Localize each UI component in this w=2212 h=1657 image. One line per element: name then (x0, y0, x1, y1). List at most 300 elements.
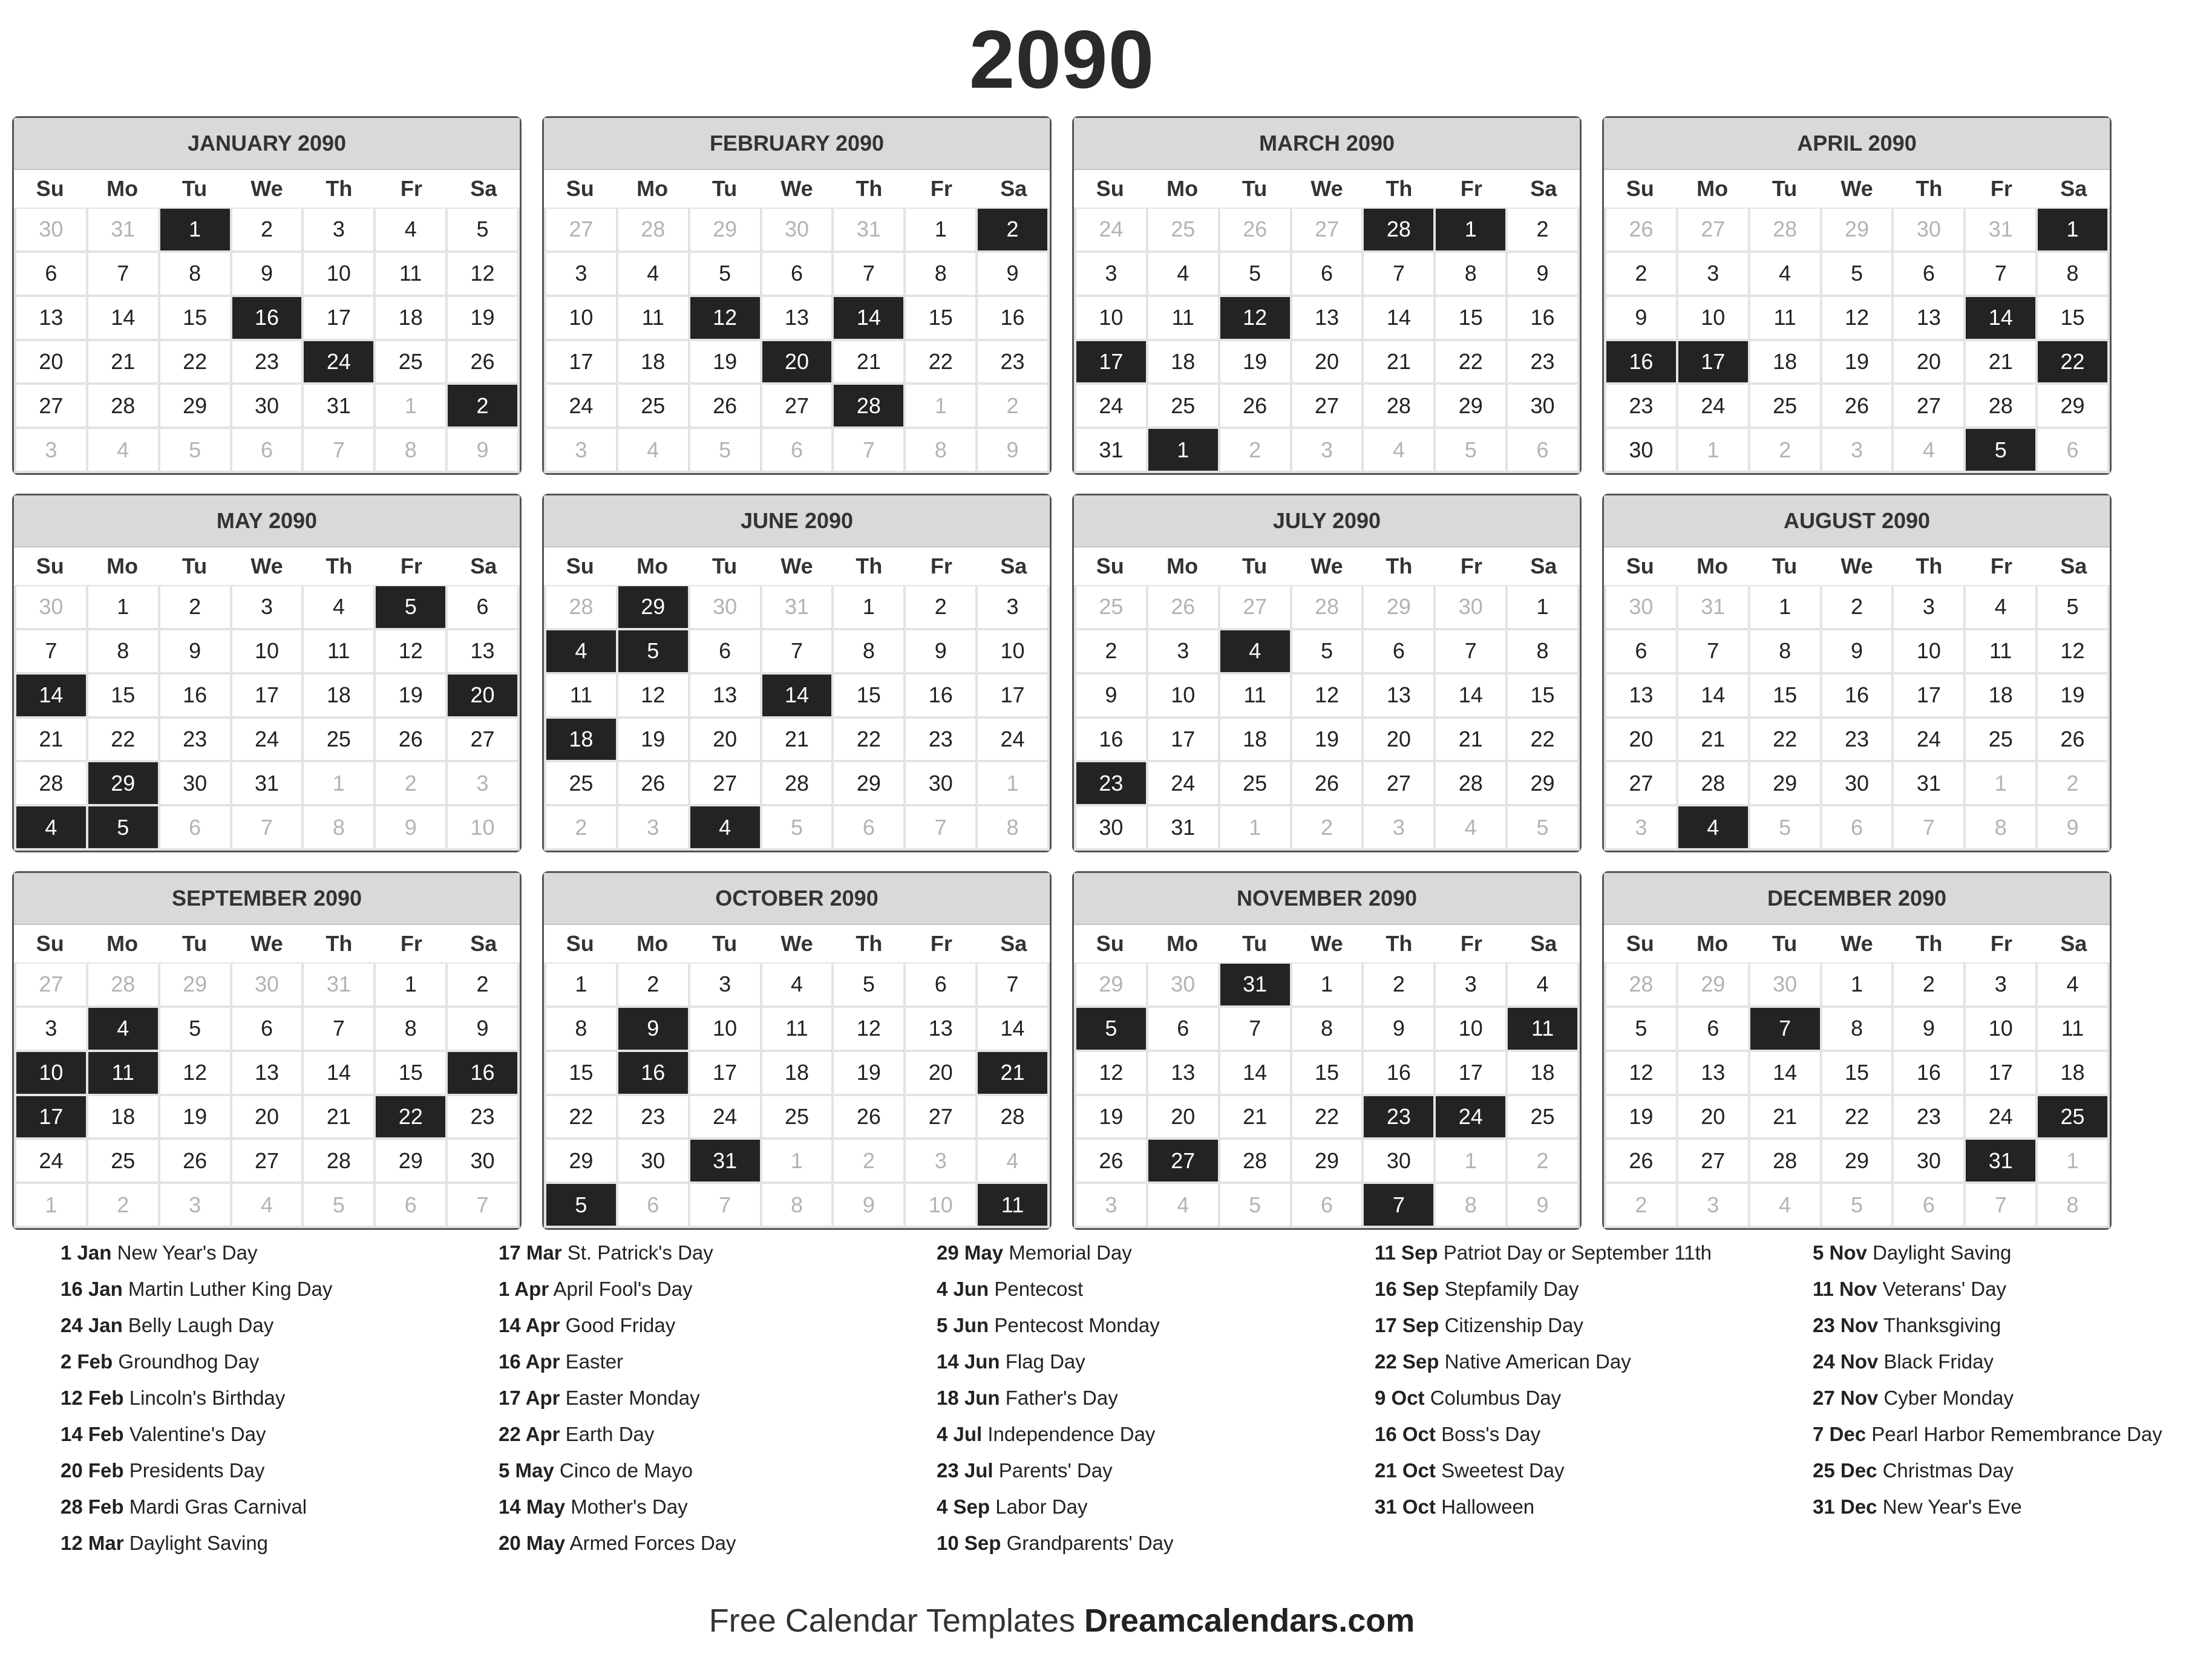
day-cell[interactable]: 6 (448, 586, 517, 628)
day-cell[interactable]: 23 (448, 1096, 517, 1138)
day-cell[interactable]: 4 (1364, 429, 1433, 471)
day-cell[interactable]: 9 (978, 429, 1047, 471)
holiday-day-cell[interactable]: 4 (16, 806, 86, 848)
day-cell[interactable]: 5 (160, 429, 230, 471)
day-cell[interactable]: 5 (1822, 253, 1892, 295)
holiday-day-cell[interactable]: 17 (1076, 341, 1146, 383)
day-cell[interactable]: 3 (1436, 964, 1505, 1005)
day-cell[interactable]: 5 (1292, 630, 1362, 672)
day-cell[interactable]: 2 (1750, 429, 1820, 471)
day-cell[interactable]: 3 (1076, 1184, 1146, 1226)
day-cell[interactable]: 25 (1148, 385, 1218, 427)
day-cell[interactable]: 11 (1750, 297, 1820, 339)
day-cell[interactable]: 2 (1606, 1184, 1676, 1226)
day-cell[interactable]: 3 (906, 1140, 975, 1181)
holiday-day-cell[interactable]: 18 (546, 719, 616, 760)
day-cell[interactable]: 2 (546, 806, 616, 848)
day-cell[interactable]: 6 (1148, 1008, 1218, 1050)
day-cell[interactable]: 2 (2038, 762, 2107, 804)
day-cell[interactable]: 17 (546, 341, 616, 383)
day-cell[interactable]: 6 (1822, 806, 1892, 848)
day-cell[interactable]: 22 (88, 719, 158, 760)
day-cell[interactable]: 2 (618, 964, 688, 1005)
day-cell[interactable]: 1 (1750, 586, 1820, 628)
holiday-day-cell[interactable]: 25 (2038, 1096, 2107, 1138)
day-cell[interactable]: 13 (1364, 675, 1433, 716)
day-cell[interactable]: 4 (1148, 1184, 1218, 1226)
day-cell[interactable]: 25 (762, 1096, 832, 1138)
holiday-day-cell[interactable]: 7 (1750, 1008, 1820, 1050)
day-cell[interactable]: 29 (2038, 385, 2107, 427)
day-cell[interactable]: 19 (1292, 719, 1362, 760)
day-cell[interactable]: 15 (2038, 297, 2107, 339)
day-cell[interactable]: 26 (1606, 209, 1676, 250)
day-cell[interactable]: 17 (1966, 1052, 2035, 1094)
day-cell[interactable]: 7 (1436, 630, 1505, 672)
holiday-day-cell[interactable]: 23 (1364, 1096, 1433, 1138)
day-cell[interactable]: 30 (1606, 586, 1676, 628)
day-cell[interactable]: 2 (448, 964, 517, 1005)
day-cell[interactable]: 6 (160, 806, 230, 848)
holiday-day-cell[interactable]: 5 (88, 806, 158, 848)
day-cell[interactable]: 28 (978, 1096, 1047, 1138)
day-cell[interactable]: 23 (906, 719, 975, 760)
day-cell[interactable]: 14 (1678, 675, 1748, 716)
day-cell[interactable]: 23 (1508, 341, 1577, 383)
day-cell[interactable]: 2 (1076, 630, 1146, 672)
day-cell[interactable]: 29 (834, 762, 903, 804)
day-cell[interactable]: 27 (1894, 385, 1963, 427)
holiday-day-cell[interactable]: 4 (1678, 806, 1748, 848)
day-cell[interactable]: 9 (1508, 1184, 1577, 1226)
day-cell[interactable]: 8 (906, 429, 975, 471)
day-cell[interactable]: 6 (1894, 253, 1963, 295)
day-cell[interactable]: 19 (2038, 675, 2107, 716)
holiday-day-cell[interactable]: 11 (1508, 1008, 1577, 1050)
day-cell[interactable]: 8 (88, 630, 158, 672)
day-cell[interactable]: 25 (304, 719, 373, 760)
day-cell[interactable]: 30 (232, 385, 302, 427)
day-cell[interactable]: 18 (304, 675, 373, 716)
day-cell[interactable]: 29 (1364, 586, 1433, 628)
day-cell[interactable]: 26 (834, 1096, 903, 1138)
holiday-day-cell[interactable]: 10 (16, 1052, 86, 1094)
day-cell[interactable]: 6 (1678, 1008, 1748, 1050)
day-cell[interactable]: 14 (88, 297, 158, 339)
day-cell[interactable]: 5 (690, 429, 760, 471)
day-cell[interactable]: 15 (1436, 297, 1505, 339)
day-cell[interactable]: 9 (1364, 1008, 1433, 1050)
day-cell[interactable]: 13 (448, 630, 517, 672)
day-cell[interactable]: 15 (160, 297, 230, 339)
day-cell[interactable]: 2 (232, 209, 302, 250)
holiday-day-cell[interactable]: 1 (2038, 209, 2107, 250)
day-cell[interactable]: 16 (1822, 675, 1892, 716)
day-cell[interactable]: 3 (1678, 1184, 1748, 1226)
day-cell[interactable]: 28 (1436, 762, 1505, 804)
day-cell[interactable]: 31 (1076, 429, 1146, 471)
day-cell[interactable]: 5 (1220, 253, 1290, 295)
holiday-day-cell[interactable]: 5 (618, 630, 688, 672)
day-cell[interactable]: 6 (2038, 429, 2107, 471)
day-cell[interactable]: 1 (2038, 1140, 2107, 1181)
day-cell[interactable]: 2 (1894, 964, 1963, 1005)
day-cell[interactable]: 24 (1678, 385, 1748, 427)
day-cell[interactable]: 3 (1364, 806, 1433, 848)
day-cell[interactable]: 21 (88, 341, 158, 383)
day-cell[interactable]: 16 (906, 675, 975, 716)
day-cell[interactable]: 22 (1508, 719, 1577, 760)
day-cell[interactable]: 8 (834, 630, 903, 672)
day-cell[interactable]: 18 (1750, 341, 1820, 383)
day-cell[interactable]: 24 (16, 1140, 86, 1181)
holiday-day-cell[interactable]: 29 (88, 762, 158, 804)
day-cell[interactable]: 3 (978, 586, 1047, 628)
day-cell[interactable]: 8 (906, 253, 975, 295)
day-cell[interactable]: 10 (304, 253, 373, 295)
day-cell[interactable]: 6 (1606, 630, 1676, 672)
day-cell[interactable]: 25 (546, 762, 616, 804)
day-cell[interactable]: 3 (1966, 964, 2035, 1005)
day-cell[interactable]: 15 (546, 1052, 616, 1094)
holiday-day-cell[interactable]: 7 (1364, 1184, 1433, 1226)
day-cell[interactable]: 9 (1508, 253, 1577, 295)
day-cell[interactable]: 20 (1292, 341, 1362, 383)
day-cell[interactable]: 7 (834, 253, 903, 295)
holiday-day-cell[interactable]: 21 (978, 1052, 1047, 1094)
day-cell[interactable]: 26 (2038, 719, 2107, 760)
day-cell[interactable]: 17 (978, 675, 1047, 716)
day-cell[interactable]: 21 (1678, 719, 1748, 760)
day-cell[interactable]: 26 (618, 762, 688, 804)
day-cell[interactable]: 6 (762, 253, 832, 295)
day-cell[interactable]: 30 (1822, 762, 1892, 804)
day-cell[interactable]: 4 (618, 253, 688, 295)
day-cell[interactable]: 13 (1678, 1052, 1748, 1094)
day-cell[interactable]: 3 (16, 429, 86, 471)
day-cell[interactable]: 6 (618, 1184, 688, 1226)
day-cell[interactable]: 8 (2038, 1184, 2107, 1226)
day-cell[interactable]: 3 (304, 209, 373, 250)
day-cell[interactable]: 19 (618, 719, 688, 760)
day-cell[interactable]: 31 (232, 762, 302, 804)
day-cell[interactable]: 27 (16, 964, 86, 1005)
day-cell[interactable]: 25 (1508, 1096, 1577, 1138)
day-cell[interactable]: 12 (376, 630, 445, 672)
day-cell[interactable]: 22 (546, 1096, 616, 1138)
day-cell[interactable]: 26 (1822, 385, 1892, 427)
day-cell[interactable]: 15 (1508, 675, 1577, 716)
day-cell[interactable]: 18 (1148, 341, 1218, 383)
day-cell[interactable]: 29 (1822, 1140, 1892, 1181)
day-cell[interactable]: 24 (1966, 1096, 2035, 1138)
day-cell[interactable]: 27 (1292, 209, 1362, 250)
day-cell[interactable]: 2 (1220, 429, 1290, 471)
holiday-day-cell[interactable]: 16 (232, 297, 302, 339)
day-cell[interactable]: 10 (1076, 297, 1146, 339)
day-cell[interactable]: 5 (2038, 586, 2107, 628)
day-cell[interactable]: 6 (1292, 1184, 1362, 1226)
day-cell[interactable]: 16 (1894, 1052, 1963, 1094)
day-cell[interactable]: 8 (376, 1008, 445, 1050)
day-cell[interactable]: 24 (690, 1096, 760, 1138)
day-cell[interactable]: 27 (546, 209, 616, 250)
day-cell[interactable]: 27 (762, 385, 832, 427)
day-cell[interactable]: 28 (762, 762, 832, 804)
day-cell[interactable]: 8 (762, 1184, 832, 1226)
day-cell[interactable]: 7 (16, 630, 86, 672)
day-cell[interactable]: 23 (1822, 719, 1892, 760)
day-cell[interactable]: 9 (232, 253, 302, 295)
day-cell[interactable]: 6 (906, 964, 975, 1005)
day-cell[interactable]: 21 (304, 1096, 373, 1138)
holiday-day-cell[interactable]: 22 (2038, 341, 2107, 383)
day-cell[interactable]: 4 (618, 429, 688, 471)
day-cell[interactable]: 27 (1678, 209, 1748, 250)
day-cell[interactable]: 10 (1678, 297, 1748, 339)
holiday-day-cell[interactable]: 5 (1966, 429, 2035, 471)
day-cell[interactable]: 31 (1966, 209, 2035, 250)
day-cell[interactable]: 2 (1822, 586, 1892, 628)
day-cell[interactable]: 21 (1364, 341, 1433, 383)
day-cell[interactable]: 22 (1436, 341, 1505, 383)
day-cell[interactable]: 24 (232, 719, 302, 760)
day-cell[interactable]: 25 (1148, 209, 1218, 250)
day-cell[interactable]: 12 (618, 675, 688, 716)
day-cell[interactable]: 26 (160, 1140, 230, 1181)
day-cell[interactable]: 3 (16, 1008, 86, 1050)
holiday-day-cell[interactable]: 28 (834, 385, 903, 427)
day-cell[interactable]: 12 (160, 1052, 230, 1094)
holiday-day-cell[interactable]: 1 (1148, 429, 1218, 471)
day-cell[interactable]: 7 (762, 630, 832, 672)
day-cell[interactable]: 27 (690, 762, 760, 804)
holiday-day-cell[interactable]: 4 (1220, 630, 1290, 672)
day-cell[interactable]: 1 (1220, 806, 1290, 848)
day-cell[interactable]: 30 (1606, 429, 1676, 471)
day-cell[interactable]: 29 (1436, 385, 1505, 427)
holiday-day-cell[interactable]: 28 (1364, 209, 1433, 250)
day-cell[interactable]: 8 (1292, 1008, 1362, 1050)
day-cell[interactable]: 31 (1678, 586, 1748, 628)
day-cell[interactable]: 27 (16, 385, 86, 427)
day-cell[interactable]: 3 (160, 1184, 230, 1226)
day-cell[interactable]: 21 (762, 719, 832, 760)
day-cell[interactable]: 30 (1436, 586, 1505, 628)
day-cell[interactable]: 13 (690, 675, 760, 716)
day-cell[interactable]: 14 (978, 1008, 1047, 1050)
day-cell[interactable]: 31 (1894, 762, 1963, 804)
day-cell[interactable]: 6 (1894, 1184, 1963, 1226)
day-cell[interactable]: 14 (1364, 297, 1433, 339)
holiday-day-cell[interactable]: 27 (1148, 1140, 1218, 1181)
day-cell[interactable]: 13 (1606, 675, 1676, 716)
day-cell[interactable]: 1 (1678, 429, 1748, 471)
holiday-day-cell[interactable]: 5 (546, 1184, 616, 1226)
day-cell[interactable]: 6 (1292, 253, 1362, 295)
day-cell[interactable]: 30 (1076, 806, 1146, 848)
day-cell[interactable]: 14 (1220, 1052, 1290, 1094)
day-cell[interactable]: 1 (1966, 762, 2035, 804)
day-cell[interactable]: 6 (1508, 429, 1577, 471)
day-cell[interactable]: 13 (16, 297, 86, 339)
day-cell[interactable]: 2 (834, 1140, 903, 1181)
day-cell[interactable]: 1 (376, 964, 445, 1005)
day-cell[interactable]: 11 (762, 1008, 832, 1050)
day-cell[interactable]: 8 (376, 429, 445, 471)
day-cell[interactable]: 12 (1822, 297, 1892, 339)
day-cell[interactable]: 1 (376, 385, 445, 427)
day-cell[interactable]: 8 (1436, 1184, 1505, 1226)
day-cell[interactable]: 17 (690, 1052, 760, 1094)
day-cell[interactable]: 19 (1822, 341, 1892, 383)
day-cell[interactable]: 19 (834, 1052, 903, 1094)
day-cell[interactable]: 8 (160, 253, 230, 295)
day-cell[interactable]: 4 (232, 1184, 302, 1226)
day-cell[interactable]: 10 (1148, 675, 1218, 716)
day-cell[interactable]: 9 (978, 253, 1047, 295)
day-cell[interactable]: 7 (1966, 1184, 2035, 1226)
holiday-day-cell[interactable]: 24 (304, 341, 373, 383)
day-cell[interactable]: 27 (232, 1140, 302, 1181)
day-cell[interactable]: 22 (906, 341, 975, 383)
day-cell[interactable]: 27 (1606, 762, 1676, 804)
day-cell[interactable]: 13 (762, 297, 832, 339)
day-cell[interactable]: 8 (304, 806, 373, 848)
day-cell[interactable]: 21 (834, 341, 903, 383)
day-cell[interactable]: 19 (1076, 1096, 1146, 1138)
day-cell[interactable]: 5 (834, 964, 903, 1005)
day-cell[interactable]: 3 (1148, 630, 1218, 672)
day-cell[interactable]: 30 (906, 762, 975, 804)
holiday-day-cell[interactable]: 20 (448, 675, 517, 716)
day-cell[interactable]: 25 (88, 1140, 158, 1181)
day-cell[interactable]: 26 (1148, 586, 1218, 628)
day-cell[interactable]: 29 (160, 385, 230, 427)
day-cell[interactable]: 19 (1220, 341, 1290, 383)
day-cell[interactable]: 20 (232, 1096, 302, 1138)
day-cell[interactable]: 30 (1894, 209, 1963, 250)
day-cell[interactable]: 4 (1148, 253, 1218, 295)
holiday-day-cell[interactable]: 31 (690, 1140, 760, 1181)
day-cell[interactable]: 1 (762, 1140, 832, 1181)
day-cell[interactable]: 13 (232, 1052, 302, 1094)
day-cell[interactable]: 5 (762, 806, 832, 848)
day-cell[interactable]: 30 (690, 586, 760, 628)
day-cell[interactable]: 29 (1292, 1140, 1362, 1181)
day-cell[interactable]: 5 (304, 1184, 373, 1226)
day-cell[interactable]: 7 (1678, 630, 1748, 672)
day-cell[interactable]: 22 (160, 341, 230, 383)
day-cell[interactable]: 16 (160, 675, 230, 716)
day-cell[interactable]: 9 (1822, 630, 1892, 672)
day-cell[interactable]: 15 (88, 675, 158, 716)
holiday-day-cell[interactable]: 17 (16, 1096, 86, 1138)
day-cell[interactable]: 21 (1750, 1096, 1820, 1138)
day-cell[interactable]: 11 (546, 675, 616, 716)
day-cell[interactable]: 9 (2038, 806, 2107, 848)
day-cell[interactable]: 20 (16, 341, 86, 383)
day-cell[interactable]: 10 (906, 1184, 975, 1226)
day-cell[interactable]: 8 (2038, 253, 2107, 295)
day-cell[interactable]: 6 (690, 630, 760, 672)
holiday-day-cell[interactable]: 20 (762, 341, 832, 383)
day-cell[interactable]: 28 (1750, 1140, 1820, 1181)
day-cell[interactable]: 20 (1678, 1096, 1748, 1138)
day-cell[interactable]: 20 (906, 1052, 975, 1094)
day-cell[interactable]: 1 (546, 964, 616, 1005)
day-cell[interactable]: 10 (1966, 1008, 2035, 1050)
day-cell[interactable]: 7 (1364, 253, 1433, 295)
day-cell[interactable]: 18 (1220, 719, 1290, 760)
day-cell[interactable]: 24 (1148, 762, 1218, 804)
day-cell[interactable]: 11 (2038, 1008, 2107, 1050)
day-cell[interactable]: 27 (448, 719, 517, 760)
day-cell[interactable]: 5 (448, 209, 517, 250)
day-cell[interactable]: 7 (1966, 253, 2035, 295)
day-cell[interactable]: 28 (546, 586, 616, 628)
day-cell[interactable]: 8 (1966, 806, 2035, 848)
day-cell[interactable]: 9 (1894, 1008, 1963, 1050)
day-cell[interactable]: 24 (546, 385, 616, 427)
day-cell[interactable]: 6 (16, 253, 86, 295)
day-cell[interactable]: 19 (690, 341, 760, 383)
day-cell[interactable]: 30 (16, 586, 86, 628)
day-cell[interactable]: 4 (304, 586, 373, 628)
day-cell[interactable]: 26 (1076, 1140, 1146, 1181)
day-cell[interactable]: 14 (304, 1052, 373, 1094)
day-cell[interactable]: 2 (1606, 253, 1676, 295)
day-cell[interactable]: 26 (448, 341, 517, 383)
day-cell[interactable]: 30 (1894, 1140, 1963, 1181)
day-cell[interactable]: 28 (1220, 1140, 1290, 1181)
day-cell[interactable]: 4 (1750, 1184, 1820, 1226)
day-cell[interactable]: 30 (1148, 964, 1218, 1005)
day-cell[interactable]: 20 (1606, 719, 1676, 760)
day-cell[interactable]: 28 (1678, 762, 1748, 804)
day-cell[interactable]: 18 (88, 1096, 158, 1138)
holiday-day-cell[interactable]: 12 (1220, 297, 1290, 339)
holiday-day-cell[interactable]: 23 (1076, 762, 1146, 804)
day-cell[interactable]: 7 (906, 806, 975, 848)
holiday-day-cell[interactable]: 14 (16, 675, 86, 716)
day-cell[interactable]: 1 (1508, 586, 1577, 628)
day-cell[interactable]: 23 (160, 719, 230, 760)
day-cell[interactable]: 16 (1508, 297, 1577, 339)
day-cell[interactable]: 10 (232, 630, 302, 672)
day-cell[interactable]: 8 (1436, 253, 1505, 295)
day-cell[interactable]: 27 (1220, 586, 1290, 628)
day-cell[interactable]: 3 (546, 253, 616, 295)
day-cell[interactable]: 12 (2038, 630, 2107, 672)
day-cell[interactable]: 17 (304, 297, 373, 339)
holiday-day-cell[interactable]: 17 (1678, 341, 1748, 383)
day-cell[interactable]: 17 (1148, 719, 1218, 760)
day-cell[interactable]: 1 (16, 1184, 86, 1226)
day-cell[interactable]: 27 (1292, 385, 1362, 427)
day-cell[interactable]: 30 (1364, 1140, 1433, 1181)
day-cell[interactable]: 11 (1148, 297, 1218, 339)
day-cell[interactable]: 19 (448, 297, 517, 339)
day-cell[interactable]: 17 (1436, 1052, 1505, 1094)
day-cell[interactable]: 25 (1076, 586, 1146, 628)
holiday-day-cell[interactable]: 1 (1436, 209, 1505, 250)
day-cell[interactable]: 22 (1292, 1096, 1362, 1138)
day-cell[interactable]: 5 (1606, 1008, 1676, 1050)
day-cell[interactable]: 4 (376, 209, 445, 250)
day-cell[interactable]: 31 (304, 385, 373, 427)
day-cell[interactable]: 11 (618, 297, 688, 339)
